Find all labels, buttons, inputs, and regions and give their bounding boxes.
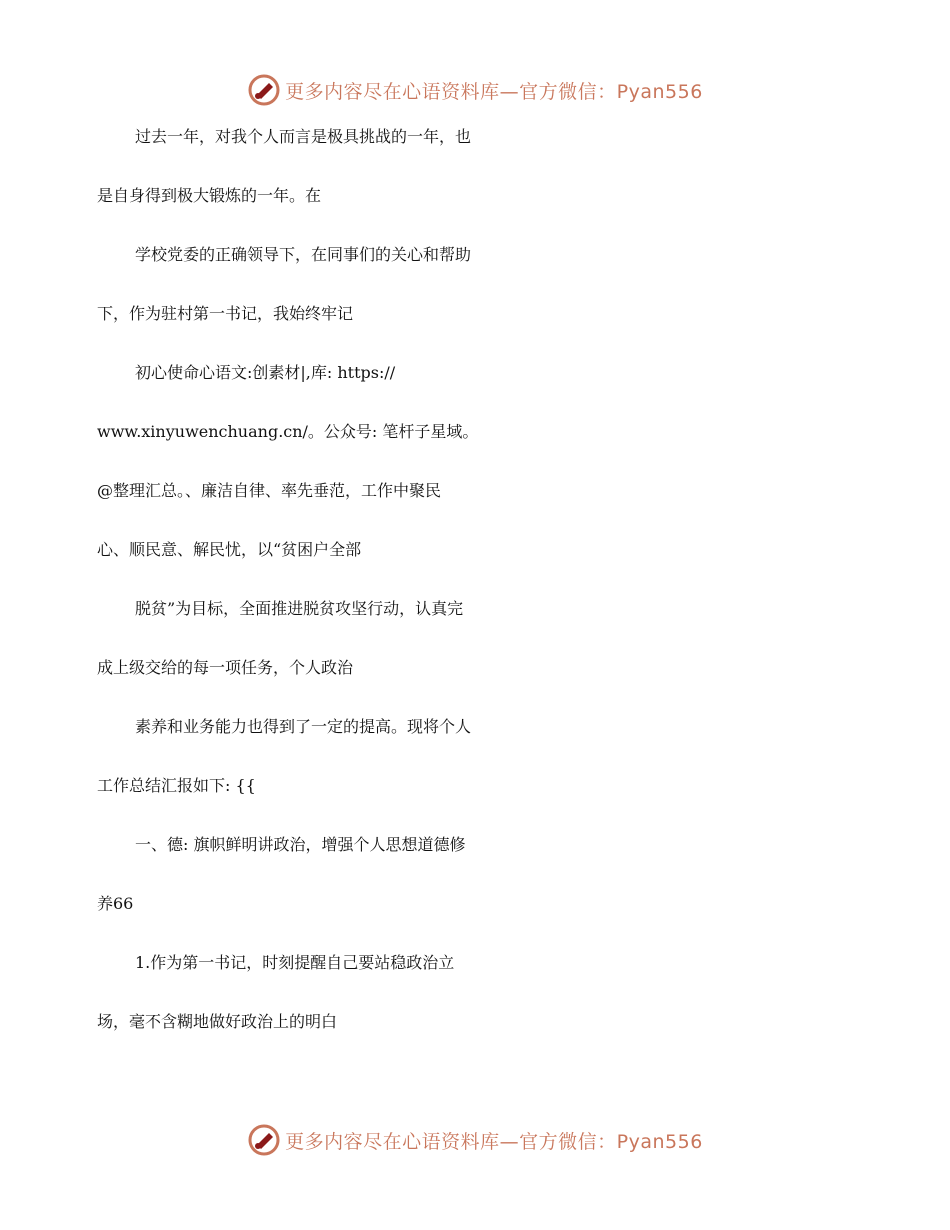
text-line: 一、德: 旗帜鲜明讲政治，增强个人思想道德修	[135, 835, 466, 854]
footer-banner	[0, 1120, 950, 1160]
logo-icon	[247, 73, 281, 107]
text-line: 下，作为驻村第一书记，我始终牢记	[97, 304, 354, 323]
text-line: 养66	[97, 894, 134, 913]
document-body	[97, 124, 857, 1068]
logo-icon	[247, 1123, 281, 1157]
header-banner	[0, 70, 950, 110]
text-line: 过去一年，对我个人而言是极具挑战的一年，也	[135, 127, 472, 146]
text-line: 是自身得到极大锻炼的一年。在	[97, 186, 322, 205]
text-line: 脱贫”为目标，全面推进脱贫攻坚行动，认真完	[135, 599, 464, 618]
text-line: 素养和业务能力也得到了一定的提高。现将个人	[135, 717, 472, 736]
text-line: 初心使命心语文:创素材|,库: https://	[135, 363, 396, 382]
header-banner-text: 更多内容尽在心语资料库—官方微信：Pyan556	[285, 80, 703, 103]
text-line: 1.作为第一书记，时刻提醒自己要站稳政治立	[135, 953, 455, 972]
footer-banner-text: 更多内容尽在心语资料库—官方微信：Pyan556	[285, 1130, 703, 1153]
text-line: 工作总结汇报如下: {{	[97, 776, 256, 795]
text-line: www.xinyuwenchuang.cn/。公众号: 笔杆子星域。	[97, 422, 479, 441]
text-line: 成上级交给的每一项任务，个人政治	[97, 658, 354, 677]
text-line: 心、顺民意、解民忧，以“贫困户全部	[97, 540, 362, 559]
text-line: @整理汇总。、廉洁自律、率先垂范，工作中聚民	[97, 481, 442, 500]
text-line: 学校党委的正确领导下，在同事们的关心和帮助	[135, 245, 472, 264]
text-line: 场，毫不含糊地做好政治上的明白	[97, 1012, 338, 1031]
